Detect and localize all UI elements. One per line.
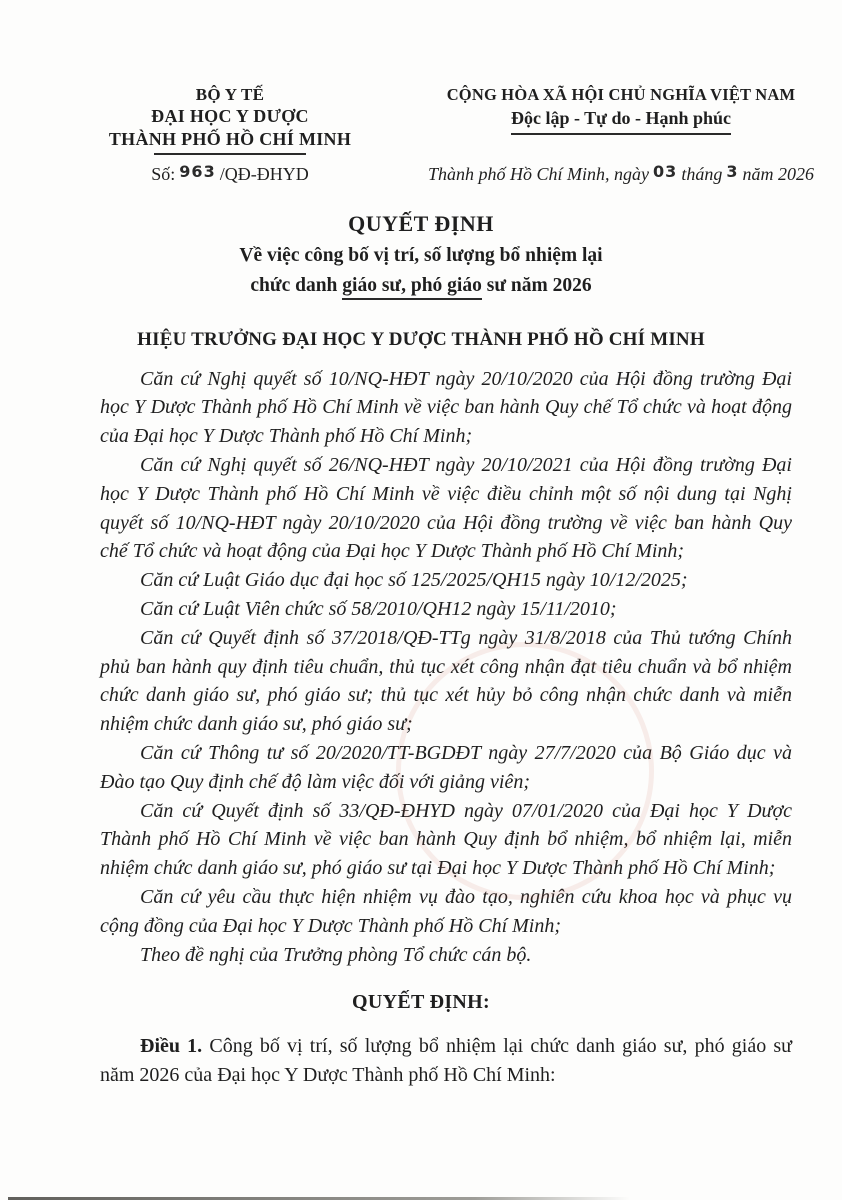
date-month-handwritten: 3 (726, 161, 739, 181)
date-day-handwritten: 03 (653, 161, 678, 181)
date-suffix: năm 2026 (742, 163, 814, 184)
subtitle-underlined-part: giáo sư, phó giáo (342, 275, 482, 300)
subtitle-suffix: sư năm 2026 (481, 275, 592, 297)
decision-heading: QUYẾT ĐỊNH: (352, 991, 490, 1014)
document-title: QUYẾT ĐỊNH (348, 211, 494, 237)
legal-basis-paragraph: Căn cứ Luật Viên chức số 58/2010/QH12 ngày 15/11/2010; (140, 598, 617, 621)
national-motto-block (400, 84, 842, 186)
authority-heading: HIỆU TRƯỞNG ĐẠI HỌC Y DƯỢC THÀNH PHỐ HỒ CHÍ MINH (137, 328, 705, 350)
subtitle-prefix: chức danh (250, 275, 343, 297)
place-date-line (400, 163, 842, 186)
legal-basis-paragraph: Căn cứ Thông tư số 20/2020/TT-BGDĐT ngày 27/7/2020 của Bộ Giáo dục và Đào tạo Quy định chế độ làm việc đối với giảng viên; (100, 742, 792, 793)
legal-basis-paragraph: Căn cứ Quyết định số 37/2018/QĐ-TTg ngày 31/8/2018 của Thủ tướng Chính phủ ban hành quy định tiêu chuẩn, thủ tục xét công nhận đạt tiêu chuẩn và bổ nhiệm chức danh giáo sư, phó giáo sư; thủ tục xét hủy bỏ công nhận chức danh và miễn nhiệm chức danh giáo sư, phó giáo sư; (100, 626, 792, 736)
article-1-label: Điều 1. (140, 1035, 203, 1058)
org-name-line1: ĐẠI HỌC Y DƯỢC (151, 106, 309, 127)
legal-basis-paragraph: Căn cứ Nghị quyết số 10/NQ-HĐT ngày 20/10/2020 của Hội đồng trường Đại học Y Dược Thành phố Hồ Chí Minh về việc ban hành Quy chế Tổ chức và hoạt động của Đại học Y Dược Thành phố Hồ Chí Minh; (100, 367, 792, 448)
nation-title: CỘNG HÒA XÃ HỘI CHỦ NGHĨA VIỆT NAM (446, 85, 796, 104)
document-number-line (60, 163, 400, 186)
ministry-name: BỘ Y TẾ (195, 85, 265, 104)
date-prefix: Thành phố Hồ Chí Minh, ngày (428, 163, 650, 184)
document-subtitle-line2 (0, 272, 842, 300)
document-number-label: Số: (151, 164, 176, 185)
document-number-suffix: /QĐ-ĐHYD (219, 164, 309, 185)
national-motto: Độc lập - Tự do - Hạnh phúc (511, 107, 731, 134)
org-underline-rule (154, 153, 306, 155)
legal-basis-paragraph: Theo đề nghị của Trưởng phòng Tổ chức cán bộ. (140, 943, 532, 966)
article-1-paragraph (0, 1032, 842, 1090)
document-subtitle-line1: Về việc công bố vị trí, số lượng bổ nhiệm lại (239, 245, 603, 267)
org-name-line2: THÀNH PHỐ HỒ CHÍ MINH (108, 128, 352, 149)
date-word-month: tháng (681, 163, 723, 184)
legal-basis-paragraph: Căn cứ Nghị quyết số 26/NQ-HĐT ngày 20/10/2021 của Hội đồng trường Đại học Y Dược Thành phố Hồ Chí Minh về việc điều chỉnh một số nội dung tại Nghị quyết số 10/NQ-HĐT ngày 20/10/2020 của Hội đồng trường về việc ban hành Quy chế Tổ chức và hoạt động của Đại học Y Dược Thành phố Hồ Chí Minh; (100, 454, 792, 563)
legal-basis-paragraph: Căn cứ Luật Giáo dục đại học số 125/2025/QH15 ngày 10/12/2025; (140, 569, 688, 592)
legal-basis-paragraphs (0, 351, 842, 970)
document-title-block (0, 208, 842, 300)
article-1-text: Công bố vị trí, số lượng bổ nhiệm lại chức danh giáo sư, phó giáo sư năm 2026 của Đại học Y Dược Thành phố Hồ Chí Minh: (100, 1035, 793, 1087)
document-number-handwritten: 963 (179, 162, 216, 182)
issuing-org-block (0, 84, 400, 186)
legal-basis-paragraph: Căn cứ yêu cầu thực hiện nhiệm vụ đào tạo, nghiên cứu khoa học và phục vụ cộng đồng của Đại học Y Dược Thành phố Hồ Chí Minh; (100, 885, 792, 937)
legal-basis-paragraph: Căn cứ Quyết định số 33/QĐ-ĐHYD ngày 07/01/2020 của Đại học Y Dược Thành phố Hồ Chí Minh về việc ban hành Quy định bổ nhiệm, bổ nhiệm lại, miễn nhiệm chức danh giáo sư, phó giáo sư tại Đại học Y Dược Thành phố Hồ Chí Minh; (100, 799, 792, 880)
document-header (0, 0, 842, 186)
